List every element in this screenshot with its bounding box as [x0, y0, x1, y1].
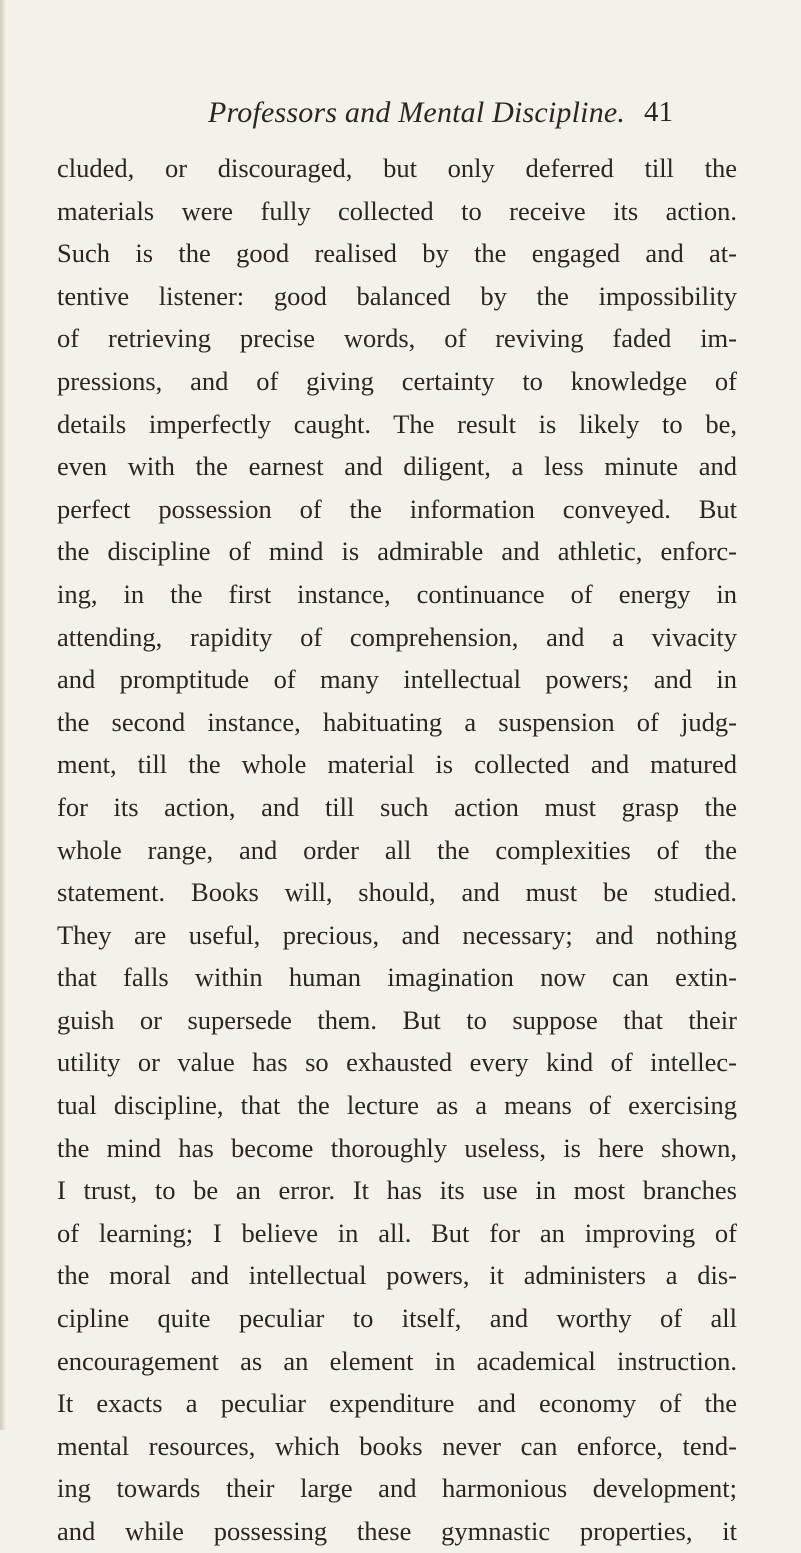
- text-line: guish or supersede them. But to suppose that their: [57, 1004, 737, 1035]
- text-line: and promptitude of many intellectual powers; and in: [57, 664, 737, 695]
- text-line: even with the earnest and diligent, a less minute and: [57, 451, 737, 482]
- text-line: materials were fully collected to receive its action.: [57, 195, 737, 226]
- text-line: that falls within human imagination now can extin-: [57, 962, 737, 993]
- text-line: Such is the good realised by the engaged and at-: [57, 238, 737, 269]
- text-line: They are useful, precious, and necessary; and nothing: [57, 919, 737, 950]
- text-line: I trust, to be an error. It has its use in most branches: [57, 1175, 737, 1206]
- text-line: ment, till the whole material is collected and matured: [57, 749, 737, 780]
- text-line: cluded, or discouraged, but only deferred till the: [57, 153, 737, 183]
- text-line: ing towards their large and harmonious development;: [57, 1473, 737, 1504]
- running-title: Professors and Mental Discipline.: [208, 96, 626, 129]
- text-line: tentive listener: good balanced by the impossibility: [57, 280, 737, 311]
- text-line: attending, rapidity of comprehension, and a vivacity: [57, 621, 737, 652]
- text-line: of retrieving precise words, of reviving faded im-: [57, 323, 737, 354]
- text-line: the discipline of mind is admirable and athletic, enforc-: [57, 536, 737, 567]
- text-line: pressions, and of giving certainty to knowledge of: [57, 365, 737, 396]
- text-line: perfect possession of the information conveyed. But: [57, 493, 737, 524]
- text-line: the moral and intellectual powers, it administers a dis-: [57, 1260, 737, 1291]
- text-line: the second instance, habituating a suspension of judg-: [57, 706, 737, 737]
- text-line: the mind has become thoroughly useless, is here shown,: [57, 1132, 737, 1163]
- text-line: tual discipline, that the lecture as a means of exercising: [57, 1090, 737, 1121]
- text-line: details imperfectly caught. The result is likely to be,: [57, 408, 737, 439]
- page-number: 41: [644, 96, 673, 128]
- page-edge-shadow: [0, 0, 6, 1430]
- text-line: It exacts a peculiar expenditure and economy of the: [57, 1388, 737, 1419]
- text-line: whole range, and order all the complexities of the: [57, 834, 737, 865]
- text-line: utility or value has so exhausted every kind of intellec-: [57, 1047, 737, 1078]
- text-line: mental resources, which books never can enforce, tend-: [57, 1430, 737, 1461]
- text-line: for its action, and till such action must grasp the: [57, 791, 737, 822]
- running-head: [0, 96, 801, 136]
- text-line: encouragement as an element in academical instruction.: [57, 1345, 737, 1376]
- text-line: and while possessing these gymnastic properties, it: [57, 1516, 737, 1546]
- text-line: cipline quite peculiar to itself, and worthy of all: [57, 1303, 737, 1334]
- text-line: statement. Books will, should, and must be studied.: [57, 877, 737, 908]
- text-line: of learning; I believe in all. But for an improving of: [57, 1217, 737, 1248]
- text-line: ing, in the first instance, continuance of energy in: [57, 578, 737, 609]
- body-text: [57, 147, 737, 1553]
